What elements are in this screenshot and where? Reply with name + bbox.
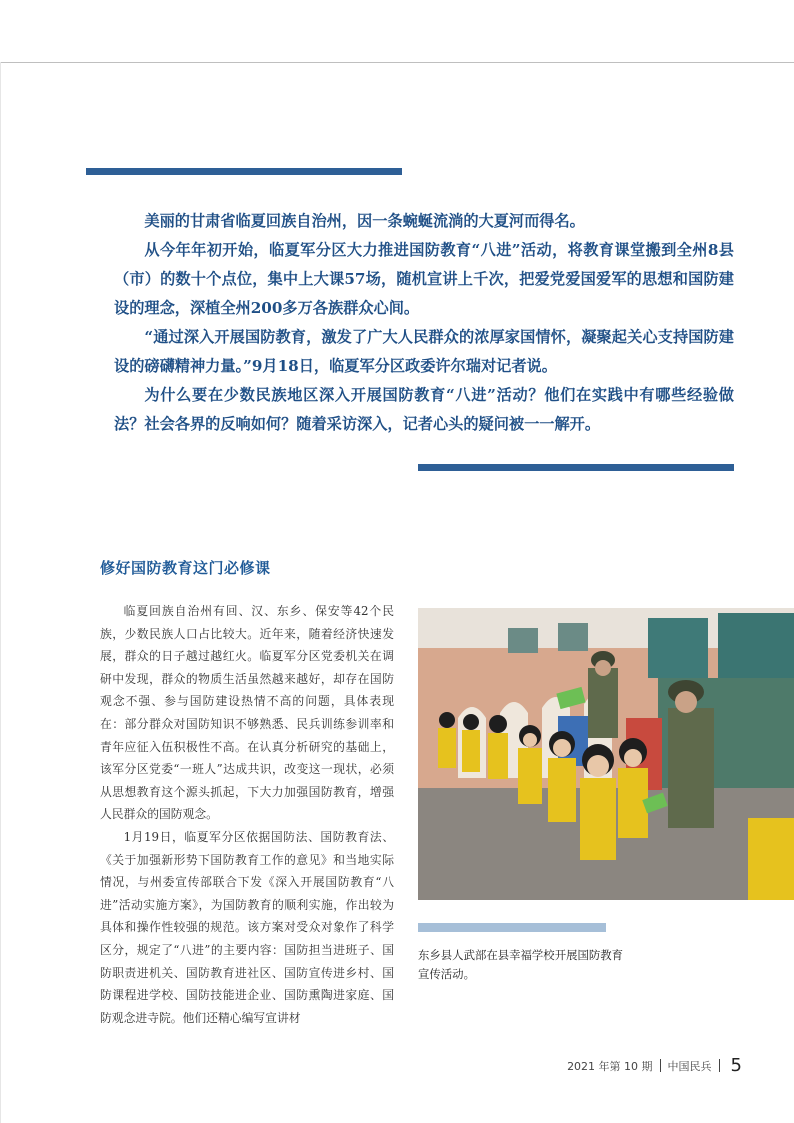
header-rule — [0, 62, 794, 63]
decorative-bar-top — [86, 168, 402, 175]
body-paragraph: 临夏回族自治州有回、汉、东乡、保安等42个民族，少数民族人口占比较大。近年来，随着经济快速发展，群众的日子越过越红火。临夏军分区党委机关在调研中发现，群众的物质生活虽然越来越好，却存在国防观念不强、参与国防建设热情不高的问题，具体表现在：部分群众对国防知识不够熟悉、民兵训练参训率和青年应征入伍积极性不高。在认真分析研究的基础上，该军分区党委“一班人”达成共识，改变这一现状，必须从思想教育这个源头抓起，下大力加强国防教育，增强人民群众的国防观念。 — [100, 604, 394, 822]
issue-label: 2021 年第 10 期 — [567, 1059, 653, 1073]
photo-caption: 东乡县人武部在县幸福学校开展国防教育宣传活动。 — [418, 948, 624, 981]
decorative-bar-middle — [418, 464, 734, 471]
page-edge — [0, 62, 1, 1123]
footer-separator — [719, 1059, 720, 1072]
caption-bar — [418, 923, 606, 932]
magazine-name: 中国民兵 — [667, 1059, 712, 1073]
intro-paragraph: 为什么要在少数民族地区深入开展国防教育“八进”活动？他们在实践中有哪些经验做法？社会各界的反响如何？随着采访深入，记者心头的疑问被一一解开。 — [114, 386, 734, 433]
news-photo — [418, 608, 794, 900]
footer-separator — [660, 1059, 661, 1072]
page-number: 5 — [730, 1055, 742, 1076]
section-title: 修好国防教育这门必修课 — [100, 559, 271, 577]
intro-block — [114, 207, 734, 439]
body-paragraph: 1月19日，临夏军分区依据国防法、国防教育法、《关于加强新形势下国防教育工作的意见》和当地实际情况，与州委宣传部联合下发《深入开展国防教育“八进”活动实施方案》，为国防教育的顺利实施，作出较为具体和操作性较强的规范。该方案对受众对象作了科学区分，规定了“八进”的主要内容：国防担当进班子、国防职责进机关、国防教育进社区、国防宣传进乡村、国防课程进学校、国防技能进企业、国防熏陶进家庭、国防观念进寺院。他们还精心编写宣讲材 — [100, 829, 394, 1025]
intro-paragraph: “通过深入开展国防教育，激发了广大人民群众的浓厚家国情怀，凝聚起关心支持国防建设的磅礴精神力量。”9月18日，临夏军分区政委许尔瑞对记者说。 — [114, 328, 734, 375]
body-column — [100, 600, 394, 1029]
intro-paragraph: 美丽的甘肃省临夏回族自治州，因一条蜿蜒流淌的大夏河而得名。 — [144, 212, 585, 230]
page-footer — [567, 1055, 742, 1076]
intro-paragraph: 从今年年初开始，临夏军分区大力推进国防教育“八进”活动，将教育课堂搬到全州8县（市）的数十个点位，集中上大课57场，随机宣讲上千次，把爱党爱国爱军的思想和国防建设的理念，深植全州200多万各族群众心间。 — [114, 241, 734, 317]
